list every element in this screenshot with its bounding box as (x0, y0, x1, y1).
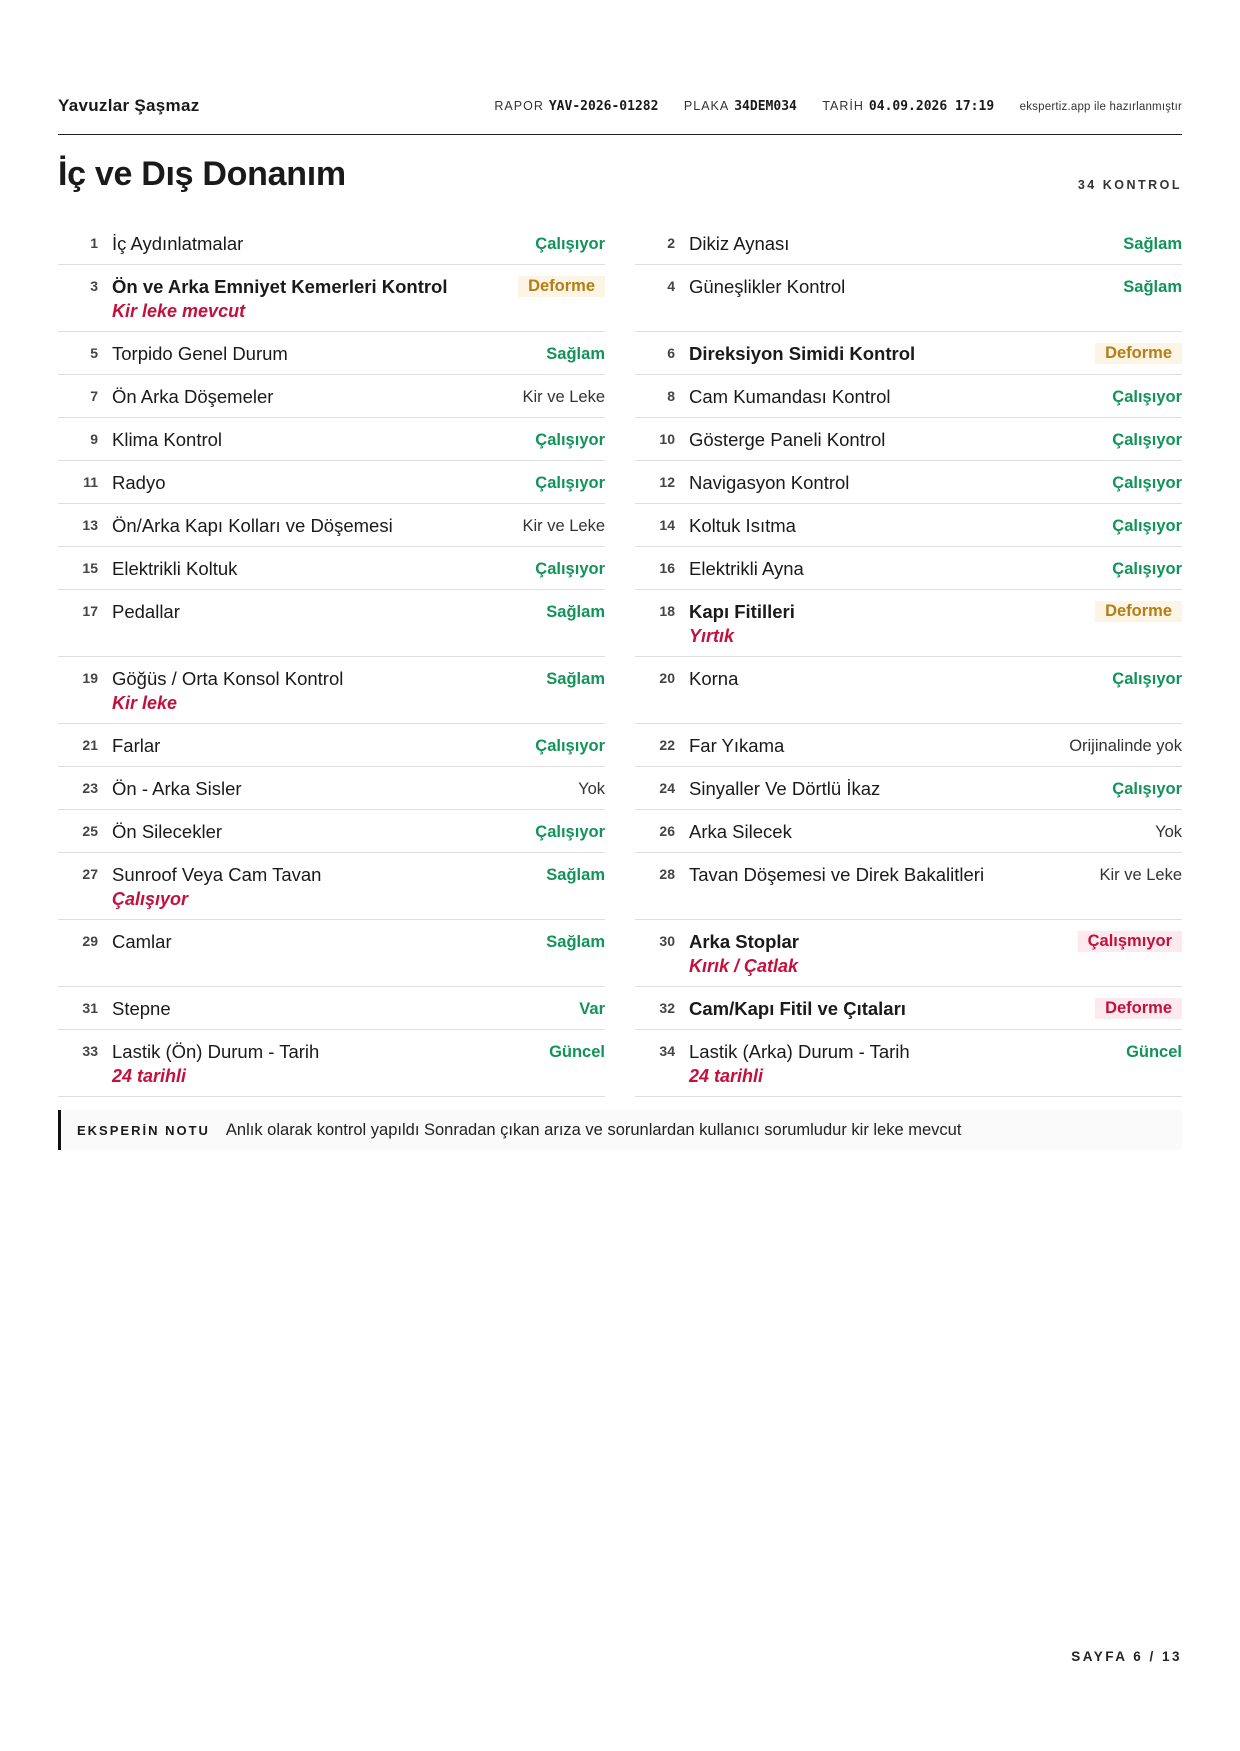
item-number: 29 (82, 933, 98, 949)
date-label: TARİH (822, 99, 864, 113)
item-body (675, 930, 1078, 978)
checklist-item (58, 1030, 605, 1097)
item-body (98, 232, 535, 256)
item-name: Stepne (112, 998, 171, 1019)
checklist-item (635, 1030, 1182, 1097)
checklist-item (58, 547, 605, 590)
item-status: Kir ve Leke (522, 388, 605, 406)
item-number: 33 (82, 1043, 98, 1059)
item-note: Kir leke (112, 693, 178, 713)
item-number: 2 (667, 235, 675, 251)
item-status: Çalışıyor (1112, 560, 1182, 578)
checklist-item (635, 265, 1182, 332)
item-name: Ön - Arka Sisler (112, 778, 242, 799)
checklist-item (635, 987, 1182, 1030)
item-status: Çalışıyor (535, 235, 605, 253)
item-name: Koltuk Isıtma (689, 515, 796, 536)
item-number: 26 (659, 823, 675, 839)
item-number: 31 (82, 1000, 98, 1016)
item-status: Sağlam (546, 345, 605, 363)
checklist-row (58, 987, 1182, 1030)
item-number: 11 (83, 474, 98, 490)
item-body (675, 514, 1112, 538)
checklist-row (58, 265, 1182, 332)
item-number: 14 (659, 517, 675, 533)
item-body (98, 997, 579, 1021)
item-status: Sağlam (546, 866, 605, 884)
item-number: 4 (667, 278, 675, 294)
checklist-item (58, 375, 605, 418)
item-body (675, 471, 1112, 495)
item-number: 17 (82, 603, 98, 619)
item-number: 13 (82, 517, 98, 533)
checklist-item (58, 810, 605, 853)
report-number: YAV-2026-01282 (548, 99, 659, 114)
checklist-item (635, 332, 1182, 375)
item-name: Elektrikli Koltuk (112, 558, 238, 579)
item-name: Ön/Arka Kapı Kolları ve Döşemesi (112, 515, 393, 536)
item-number: 34 (659, 1043, 675, 1059)
item-body (675, 667, 1112, 691)
item-status: Sağlam (1123, 278, 1182, 296)
item-status: Deforme (1095, 601, 1182, 622)
checklist-item (635, 375, 1182, 418)
item-status: Çalışıyor (535, 823, 605, 841)
checklist-item (58, 657, 605, 724)
item-number: 1 (90, 235, 98, 251)
item-number: 8 (667, 388, 675, 404)
item-status: Orijinalinde yok (1069, 737, 1182, 755)
checklist-item (635, 810, 1182, 853)
generator-credit: ekspertiz.app ile hazırlanmıştır (1019, 101, 1182, 113)
checklist-item (58, 332, 605, 375)
plate-label: PLAKA (683, 99, 730, 113)
checklist-row (58, 590, 1182, 657)
item-body (98, 514, 522, 538)
checklist-item (635, 547, 1182, 590)
item-number: 20 (659, 670, 675, 686)
item-body (675, 734, 1069, 758)
item-status: Çalışıyor (535, 737, 605, 755)
item-body (98, 557, 535, 581)
item-status: Deforme (1095, 998, 1182, 1019)
item-number: 23 (82, 780, 98, 796)
item-number: 10 (659, 431, 675, 447)
item-name: Arka Silecek (689, 821, 792, 842)
item-number: 28 (659, 866, 675, 882)
item-name: Elektrikli Ayna (689, 558, 804, 579)
item-status: Yok (578, 780, 605, 798)
checklist-item (58, 987, 605, 1030)
checklist-item (635, 222, 1182, 265)
item-number: 3 (90, 278, 98, 294)
item-status: Çalışıyor (1112, 388, 1182, 406)
checklist-row (58, 920, 1182, 987)
item-body (675, 600, 1095, 648)
item-status: Sağlam (546, 603, 605, 621)
item-name: Korna (689, 668, 739, 689)
item-status: Güncel (549, 1043, 605, 1061)
checklist-item (58, 724, 605, 767)
item-status: Çalışıyor (1112, 474, 1182, 492)
checklist-row (58, 853, 1182, 920)
checklist-item (58, 920, 605, 987)
item-body (675, 997, 1095, 1021)
item-status: Çalışmıyor (1078, 931, 1182, 952)
item-name: Cam Kumandası Kontrol (689, 386, 891, 407)
checklist-row (58, 767, 1182, 810)
item-status: Var (579, 1000, 605, 1018)
item-status: Çalışıyor (1112, 431, 1182, 449)
item-name: Ön ve Arka Emniyet Kemerleri Kontrol (112, 276, 448, 297)
item-body (98, 930, 546, 954)
checklist-row (58, 375, 1182, 418)
checklist-item (58, 853, 605, 920)
checklist-row (58, 332, 1182, 375)
item-number: 25 (82, 823, 98, 839)
item-name: Sunroof Veya Cam Tavan (112, 864, 322, 885)
item-name: Tavan Döşemesi ve Direk Bakalitleri (689, 864, 985, 885)
item-status: Güncel (1126, 1043, 1182, 1061)
item-name: Göğüs / Orta Konsol Kontrol (112, 668, 344, 689)
checklist-item (635, 920, 1182, 987)
item-number: 27 (82, 866, 98, 882)
item-status: Deforme (1095, 343, 1182, 364)
checklist-row (58, 1030, 1182, 1097)
item-body (98, 820, 535, 844)
expert-note-label: EKSPERİN NOTU (77, 1122, 210, 1138)
item-note: Kırık / Çatlak (689, 956, 799, 976)
item-status: Kir ve Leke (1099, 866, 1182, 884)
item-name: Torpido Genel Durum (112, 343, 288, 364)
item-body (98, 667, 546, 715)
checklist-item (635, 724, 1182, 767)
item-body (98, 1040, 549, 1088)
item-body (98, 275, 518, 323)
item-number: 12 (659, 474, 675, 490)
item-name: Farlar (112, 735, 161, 756)
report-date: 04.09.2026 17:19 (868, 99, 995, 114)
checklist-row (58, 504, 1182, 547)
checklist-item (635, 461, 1182, 504)
checklist-grid (58, 222, 1182, 1097)
checklist-row (58, 222, 1182, 265)
item-body (98, 385, 522, 409)
checklist-item (58, 418, 605, 461)
item-number: 24 (659, 780, 675, 796)
item-number: 19 (82, 670, 98, 686)
check-count: 34 KONTROL (1077, 178, 1182, 192)
item-body (98, 342, 546, 366)
item-name: Lastik (Arka) Durum - Tarih (689, 1041, 910, 1062)
item-number: 32 (659, 1000, 675, 1016)
item-status: Çalışıyor (1112, 517, 1182, 535)
checklist-item (58, 461, 605, 504)
section-title: İç ve Dış Donanım (58, 155, 346, 193)
item-number: 7 (90, 388, 98, 404)
item-name: Arka Stoplar (689, 931, 800, 952)
item-note: 24 tarihli (689, 1066, 764, 1086)
item-name: Sinyaller Ve Dörtlü İkaz (689, 778, 881, 799)
item-number: 9 (90, 431, 98, 447)
item-body (675, 385, 1112, 409)
checklist-item (58, 590, 605, 657)
checklist-row (58, 657, 1182, 724)
item-status: Sağlam (546, 670, 605, 688)
page-number: SAYFA 6 / 13 (1071, 1649, 1182, 1664)
item-status: Kir ve Leke (522, 517, 605, 535)
company-name: Yavuzlar Şaşmaz (58, 96, 200, 115)
item-status: Çalışıyor (1112, 670, 1182, 688)
item-body (675, 820, 1155, 844)
item-number: 30 (659, 933, 675, 949)
checklist-item (635, 767, 1182, 810)
item-note: Yırtık (689, 626, 735, 646)
checklist-row (58, 461, 1182, 504)
checklist-row (58, 810, 1182, 853)
item-note: Kir leke mevcut (112, 301, 246, 321)
item-status: Çalışıyor (535, 560, 605, 578)
item-status: Deforme (518, 276, 605, 297)
checklist-item (635, 853, 1182, 920)
item-body (675, 863, 1099, 887)
item-note: 24 tarihli (112, 1066, 187, 1086)
item-body (675, 428, 1112, 452)
item-number: 15 (82, 560, 98, 576)
item-body (98, 863, 546, 911)
checklist-row (58, 547, 1182, 590)
item-name: Lastik (Ön) Durum - Tarih (112, 1041, 320, 1062)
item-name: İç Aydınlatmalar (112, 233, 244, 254)
item-name: Ön Arka Döşemeler (112, 386, 274, 407)
item-name: Radyo (112, 472, 166, 493)
checklist-item (635, 657, 1182, 724)
checklist-item (58, 222, 605, 265)
item-body (675, 342, 1095, 366)
expert-note-text: Anlık olarak kontrol yapıldı Sonradan çıkan arıza ve sorunlardan kullanıcı sorumludur kir leke mevcut (225, 1120, 962, 1139)
checklist-item (635, 418, 1182, 461)
checklist-row (58, 724, 1182, 767)
item-note: Çalışıyor (112, 889, 189, 909)
item-name: Pedallar (112, 601, 180, 622)
item-name: Klima Kontrol (112, 429, 223, 450)
item-name: Camlar (112, 931, 172, 952)
item-status: Sağlam (1123, 235, 1182, 253)
checklist-item (635, 590, 1182, 657)
item-status: Çalışıyor (1112, 780, 1182, 798)
item-name: Far Yıkama (689, 735, 785, 756)
item-status: Çalışıyor (535, 431, 605, 449)
item-status: Sağlam (546, 933, 605, 951)
checklist-item (58, 504, 605, 547)
item-number: 18 (659, 603, 675, 619)
item-name: Güneşlikler Kontrol (689, 276, 846, 297)
item-number: 16 (659, 560, 675, 576)
item-name: Ön Silecekler (112, 821, 223, 842)
item-name: Cam/Kapı Fitil ve Çıtaları (689, 998, 906, 1019)
item-body (98, 600, 546, 624)
item-number: 5 (90, 345, 98, 361)
report-label: RAPOR (494, 99, 544, 113)
item-number: 21 (82, 737, 98, 753)
item-name: Navigasyon Kontrol (689, 472, 850, 493)
item-number: 22 (659, 737, 675, 753)
item-status: Yok (1155, 823, 1182, 841)
item-body (675, 557, 1112, 581)
item-number: 6 (667, 345, 675, 361)
checklist-row (58, 418, 1182, 461)
item-body (675, 275, 1123, 299)
item-body (98, 428, 535, 452)
item-body (675, 232, 1123, 256)
item-name: Kapı Fitilleri (689, 601, 795, 622)
report-header (58, 96, 1182, 135)
report-meta (494, 99, 1182, 114)
item-body (98, 471, 535, 495)
item-name: Direksiyon Simidi Kontrol (689, 343, 916, 364)
expert-note (58, 1110, 1182, 1150)
item-body (98, 777, 578, 801)
item-status: Çalışıyor (535, 474, 605, 492)
plate-number: 34DEM034 (734, 99, 797, 114)
item-body (675, 777, 1112, 801)
item-body (98, 734, 535, 758)
item-name: Gösterge Paneli Kontrol (689, 429, 886, 450)
checklist-item (58, 767, 605, 810)
checklist-item (635, 504, 1182, 547)
item-body (675, 1040, 1126, 1088)
checklist-item (58, 265, 605, 332)
item-name: Dikiz Aynası (689, 233, 790, 254)
